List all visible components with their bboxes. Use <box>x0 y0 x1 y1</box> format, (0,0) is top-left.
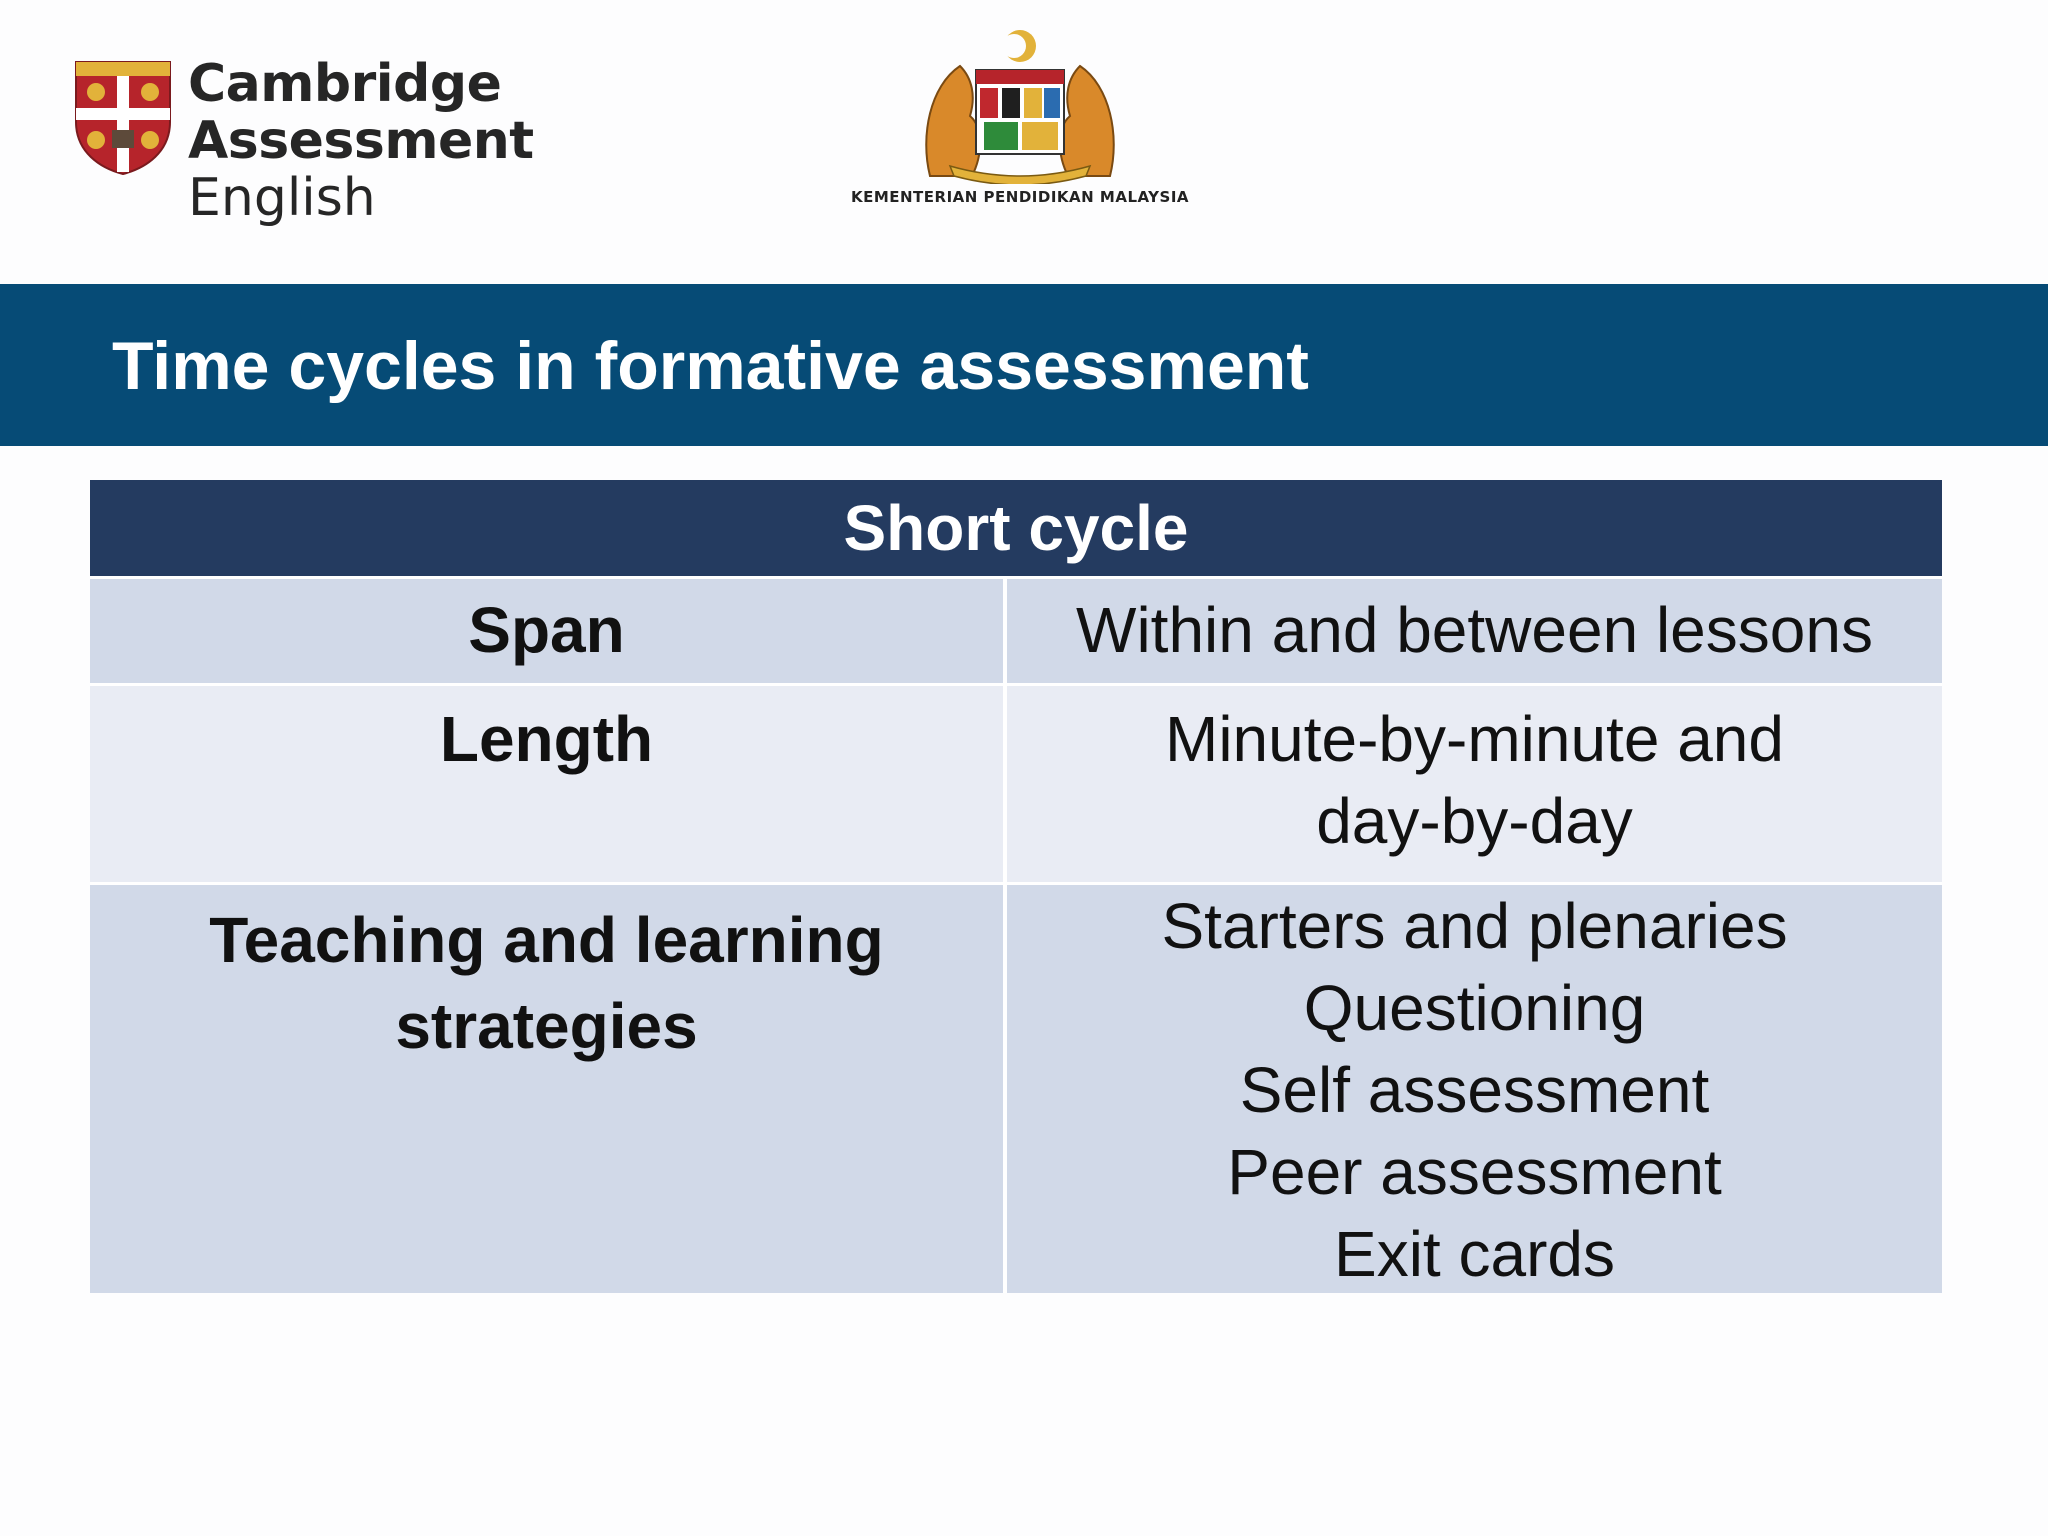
length-value-line: Minute-by-minute and <box>1165 703 1784 775</box>
row-label-strategies <box>90 885 1007 1293</box>
cambridge-logo-line1: Cambridge Assessment <box>188 54 534 172</box>
strategies-label-line: strategies <box>395 990 698 1062</box>
strategy-item: Peer assessment <box>1227 1136 1722 1208</box>
table-row <box>90 576 1942 683</box>
kpm-caption: KEMENTERIAN PENDIDIKAN MALAYSIA <box>850 188 1190 206</box>
slide-title: Time cycles in formative assessment <box>112 328 1309 404</box>
kpm-logo <box>840 26 1200 216</box>
strategy-item: Starters and plenaries <box>1161 890 1788 962</box>
cambridge-logo-line2: English <box>188 168 376 229</box>
short-cycle-table <box>90 480 1942 1293</box>
row-label-length <box>90 686 1007 882</box>
table-row <box>90 882 1942 1293</box>
row-value-span: Within and between lessons <box>1076 594 1873 666</box>
strategies-label-line: Teaching and learning <box>209 904 884 976</box>
row-value-strategies <box>1007 885 1942 1293</box>
table-row <box>90 683 1942 882</box>
row-label-span: Span <box>90 579 1007 683</box>
cambridge-shield-icon <box>74 60 172 176</box>
title-band <box>0 284 2048 446</box>
strategy-item: Self assessment <box>1239 1054 1710 1126</box>
row-label-length-text: Length <box>439 703 654 775</box>
cambridge-assessment-logo <box>74 54 774 229</box>
table-header: Short cycle <box>90 480 1942 576</box>
strategy-item: Exit cards <box>1334 1218 1615 1290</box>
malaysia-coat-of-arms-icon <box>910 26 1130 184</box>
row-value-length <box>1007 686 1942 882</box>
strategy-item: Questioning <box>1303 972 1646 1044</box>
length-value-line: day-by-day <box>1316 785 1633 857</box>
